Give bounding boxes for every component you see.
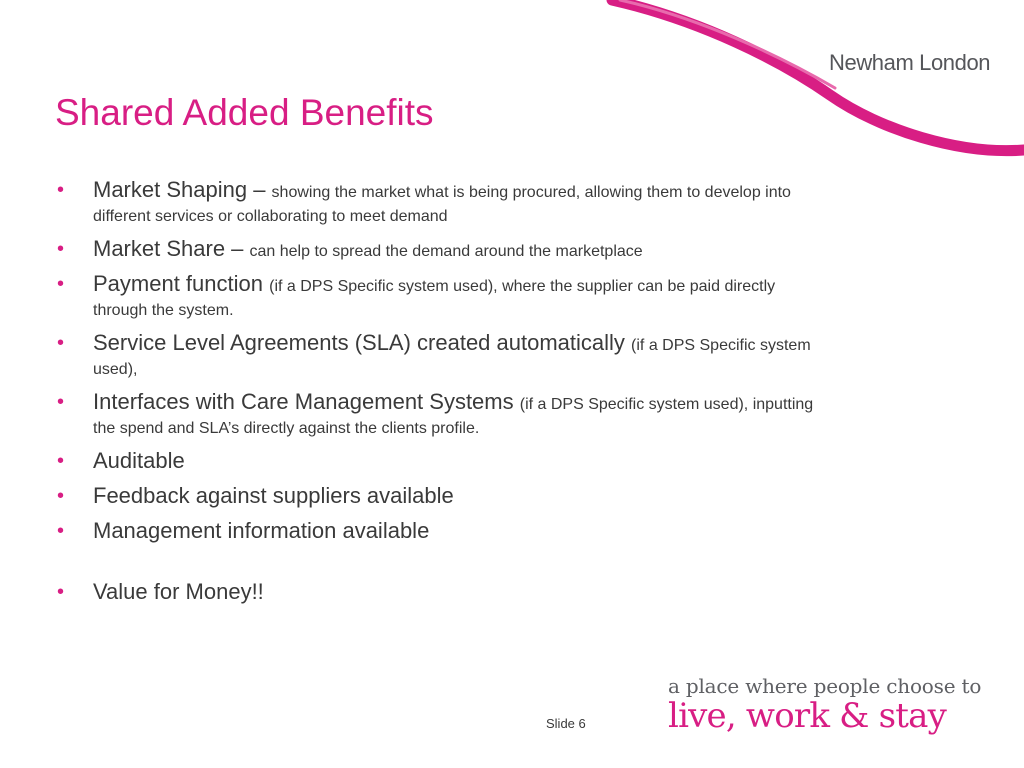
bullet-lead-text: Service Level Agreements (SLA) created automatically [93,330,632,355]
bullet-icon: • [57,179,65,201]
bullet-lead-text: Payment function [93,271,270,296]
list-item [55,237,815,264]
bullet-lead-text: Feedback against suppliers available [93,483,454,508]
list-item [55,580,815,607]
bullet-detail-text: showing the market what is being procured, allowing them to develop into different services or collaborating to meet demand [93,184,791,225]
bullet-icon: • [57,450,65,472]
list-item [55,484,815,511]
list-item [55,390,815,441]
bullet-icon: • [57,273,65,295]
tagline-small: a place where people choose to [668,674,982,698]
bullet-detail-text: (if a DPS Specific system used), inputting the spend and SLA’s directly against the clients profile. [93,396,814,437]
bullet-lead-text: Value for Money!! [93,579,264,604]
slide-number: Slide 6 [546,716,586,731]
bullet-detail-text: can help to spread the demand around the marketplace [249,243,643,260]
bullet-detail-text: (if a DPS Specific system used), [93,337,811,378]
tagline-large: live, work & stay [668,696,946,736]
bullet-icon: • [57,332,65,354]
list-item [55,178,815,229]
bullet-icon: • [57,238,65,260]
bullet-lead-text: Management information available [93,518,430,543]
slide-title: Shared Added Benefits [55,92,434,133]
bullet-lead-text: Market Share – [93,236,250,261]
bullet-lead-text: Auditable [93,448,185,473]
list-item [55,272,815,323]
bullet-lead-text: Market Shaping – [93,177,272,202]
list-item [55,519,815,546]
list-item [55,331,815,382]
bullet-lead-text: Interfaces with Care Management Systems [93,389,520,414]
benefits-list [55,178,815,615]
bullet-icon: • [57,581,65,603]
bullet-detail-text: (if a DPS Specific system used), where the supplier can be paid directly through the system. [93,278,776,319]
newham-london-logo: Newham London [829,50,991,75]
bullet-icon: • [57,485,65,507]
bullet-icon: • [57,520,65,542]
bullet-icon: • [57,391,65,413]
list-item [55,449,815,476]
